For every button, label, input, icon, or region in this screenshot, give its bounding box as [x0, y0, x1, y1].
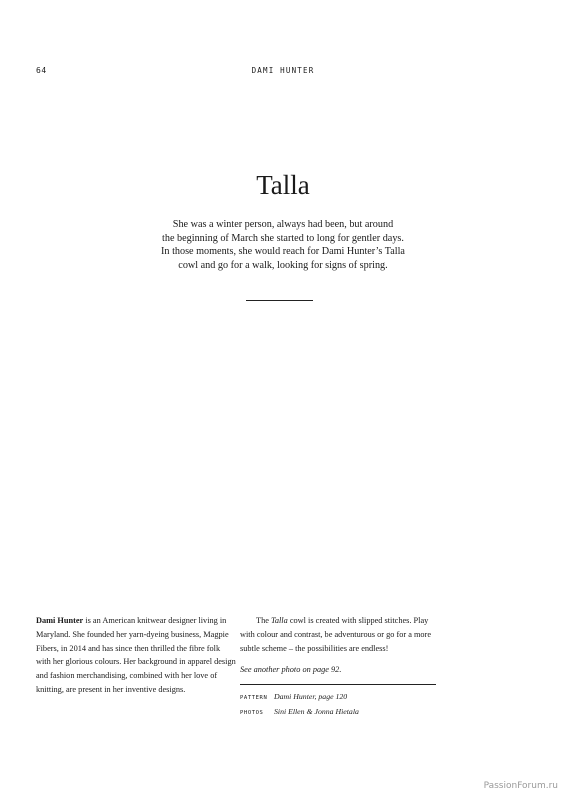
intro-line: In those moments, she would reach for Dami Hunter’s Talla: [161, 246, 405, 257]
description-prefix: The: [256, 616, 271, 625]
running-head: DAMI HUNTER: [251, 66, 315, 75]
pattern-label: PATTERN: [240, 695, 268, 702]
credit-row-pattern: [240, 690, 436, 705]
intro-line: the beginning of March she started to long for gentler days.: [162, 232, 404, 244]
watermark: PassionForum.ru: [483, 781, 558, 791]
pattern-value: Dami Hunter, page 120: [274, 692, 348, 702]
see-photo-note: See another photo on page 92.: [240, 665, 342, 675]
credits: [240, 690, 436, 720]
intro-line: cowl and go for a walk, looking for signs of spring.: [178, 259, 388, 271]
photos-value: Sini Ellen & Jonna Hietala: [274, 707, 359, 717]
description-text: [240, 614, 436, 655]
description-column: [240, 614, 436, 720]
designer-name: Dami Hunter: [36, 616, 84, 625]
photos-label: PHOTOS: [240, 710, 264, 717]
intro-text: [133, 218, 433, 272]
description-italic: Talla: [270, 616, 288, 625]
page-number: 64: [36, 66, 47, 75]
designer-bio: [36, 614, 236, 697]
divider-long: [240, 684, 436, 685]
article-title: Talla: [256, 170, 310, 200]
description-rest: cowl is created with slipped stitches. Play with colour and contrast, be adventurous or go for a more subtle scheme – the possibilities are endless!: [240, 616, 432, 653]
credit-row-photos: [240, 705, 436, 720]
divider-short: [246, 300, 313, 301]
bio-text: is an American knitwear designer living in Maryland. She founded her yarn-dyeing business, Magpie Fibers, in 2014 and has since then thrilled the fibre folk with her glorious colours. Her background in apparel design and fashion merchandising, combined with her love of knitting, are present in her inventive designs.: [36, 616, 236, 694]
intro-line: She was a winter person, always had been, but around: [172, 219, 394, 230]
